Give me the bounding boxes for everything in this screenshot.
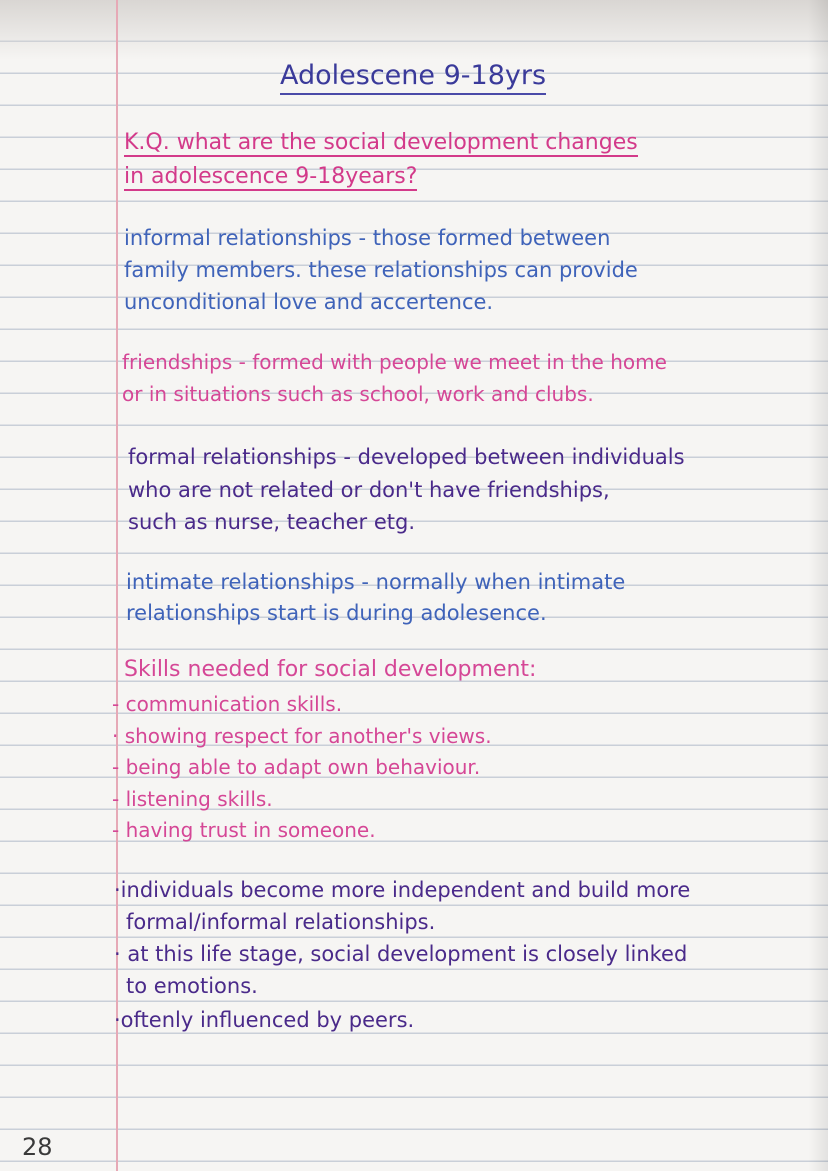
- bullet-line: · at this life stage, social development is closely linked: [114, 942, 688, 966]
- bullet-line: ·oftenly influenced by peers.: [114, 1008, 415, 1032]
- page-title: Adolescene 9-18yrs: [280, 60, 546, 95]
- informal-line-1: informal relationships - those formed between: [124, 226, 611, 250]
- skill-item: - listening skills.: [112, 787, 273, 811]
- skill-item: - communication skills.: [112, 692, 343, 716]
- skill-item: - being able to adapt own behaviour.: [112, 755, 481, 779]
- bullet-line: to emotions.: [126, 974, 258, 998]
- informal-line-3: unconditional love and accertence.: [124, 290, 494, 314]
- friendships-line-1: friendships - formed with people we meet in the home: [122, 350, 667, 374]
- key-question-text-1: K.Q. what are the social development changes: [124, 130, 638, 155]
- bullet-line: formal/informal relationships.: [126, 910, 436, 934]
- friendships-line-2: or in situations such as school, work and clubs.: [122, 382, 594, 406]
- key-question-line-1: [124, 130, 638, 155]
- margin-line: [116, 0, 118, 1171]
- formal-line-1: formal relationships - developed between individuals: [128, 445, 685, 469]
- informal-line-2: family members. these relationships can provide: [124, 258, 638, 282]
- key-question-line-2: in adolescence 9-18years?: [124, 164, 418, 189]
- skill-item: · showing respect for another's views.: [112, 724, 492, 748]
- intimate-line-2: relationships start is during adolesence.: [126, 601, 547, 625]
- skill-item: - having trust in someone.: [112, 818, 376, 842]
- formal-line-2: who are not related or don't have friendships,: [128, 478, 610, 502]
- skills-heading: Skills needed for social development:: [124, 657, 537, 682]
- page-number: 28: [22, 1133, 53, 1161]
- formal-line-3: such as nurse, teacher etg.: [128, 510, 415, 534]
- intimate-line-1: intimate relationships - normally when intimate: [126, 570, 626, 594]
- bullet-line: ·individuals become more independent and build more: [114, 878, 691, 902]
